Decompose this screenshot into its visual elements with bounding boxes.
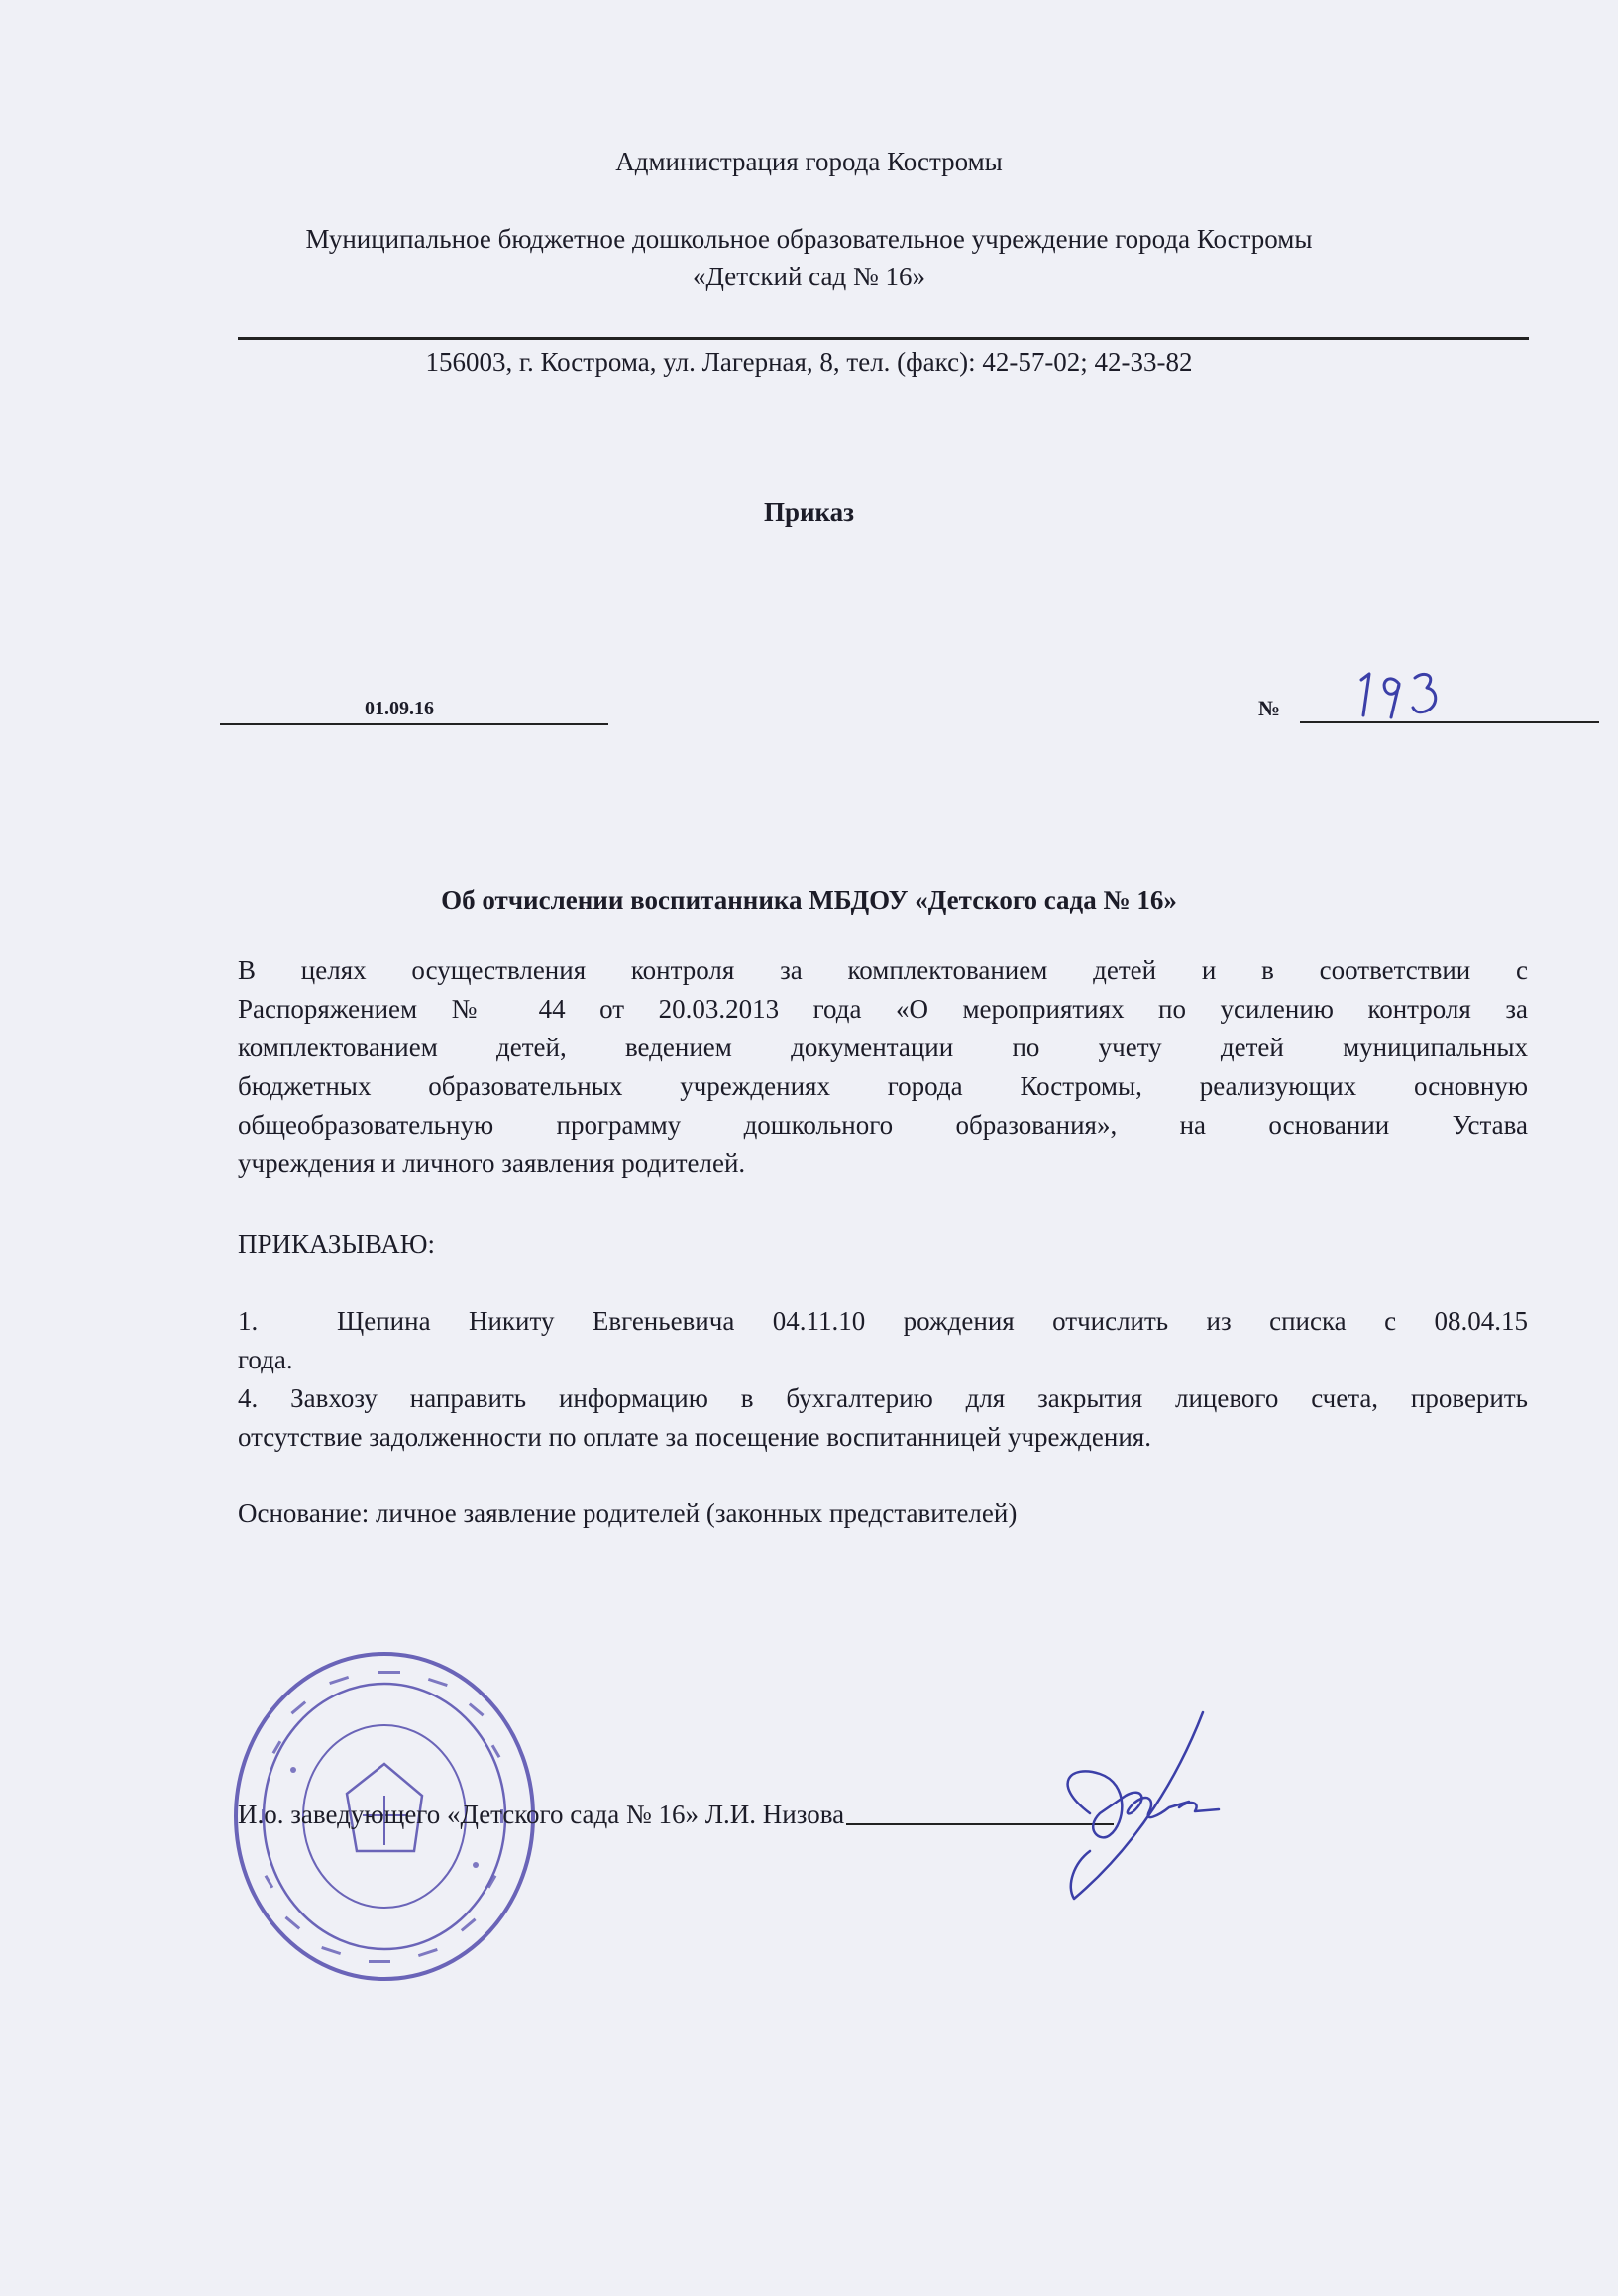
order-items <box>238 1302 1528 1457</box>
institution-name-line1: Муниципальное бюджетное дошкольное образовательное учреждение города Костромы <box>305 224 1313 254</box>
item-1-continuation: года. <box>238 1345 293 1374</box>
item-1-text: Щепина Никиту Евгеньевича 04.11.10 рождения отчислить из списка с 08.04.15 <box>337 1306 1528 1336</box>
item-4-line-2: отсутствие задолженности по оплате за посещение воспитанницей учреждения. <box>238 1422 1151 1452</box>
order-date: 01.09.16 <box>365 698 434 719</box>
handwritten-order-number <box>1355 666 1445 725</box>
preamble-line: В целях осуществления контроля за комплектованием детей и в соответствии с <box>238 955 1528 985</box>
order-subject: Об отчислении воспитанника МБДОУ «Детского сада № 16» <box>441 885 1177 915</box>
preamble-line: комплектованием детей, ведением документации по учету детей муниципальных <box>238 1033 1528 1062</box>
order-basis: Основание: личное заявление родителей (законных представителей) <box>238 1498 1018 1528</box>
handwritten-signature <box>1030 1704 1248 1903</box>
administration-title: Администрация города Костромы <box>615 147 1003 176</box>
order-number-sign: № <box>1258 696 1281 720</box>
item-1-number: 1. <box>238 1306 259 1336</box>
preamble-paragraph <box>238 951 1528 1183</box>
date-underline <box>220 723 608 725</box>
signatory-title: И.о. заведующего «Детского сада № 16» Л.И. Низова <box>238 1800 845 1829</box>
number-underline <box>1300 721 1599 723</box>
preamble-line: учреждения и личного заявления родителей. <box>238 1148 746 1178</box>
preamble-line: общеобразовательную программу дошкольного образования», на основании Устава <box>238 1110 1528 1140</box>
preamble-line: бюджетных образовательных учреждениях города Костромы, реализующих основную <box>238 1071 1528 1101</box>
item-1 <box>238 1302 1528 1341</box>
preamble-line: Распоряжением № 44 от 20.03.2013 года «О мероприятиях по усилению контроля за <box>238 994 1528 1024</box>
order-word: ПРИКАЗЫВАЮ: <box>238 1229 435 1258</box>
signature-line <box>238 1800 1114 1830</box>
institution-name-line2: «Детский сад № 16» <box>693 262 925 291</box>
institution-address: 156003, г. Кострома, ул. Лагерная, 8, тел. (факс): 42-57-02; 42-33-82 <box>425 347 1193 377</box>
order-type-title: Приказ <box>763 497 855 527</box>
item-4-line-1: 4. Завхозу направить информацию в бухгалтерию для закрытия лицевого счета, проверить <box>238 1383 1528 1413</box>
header-divider <box>238 337 1529 340</box>
